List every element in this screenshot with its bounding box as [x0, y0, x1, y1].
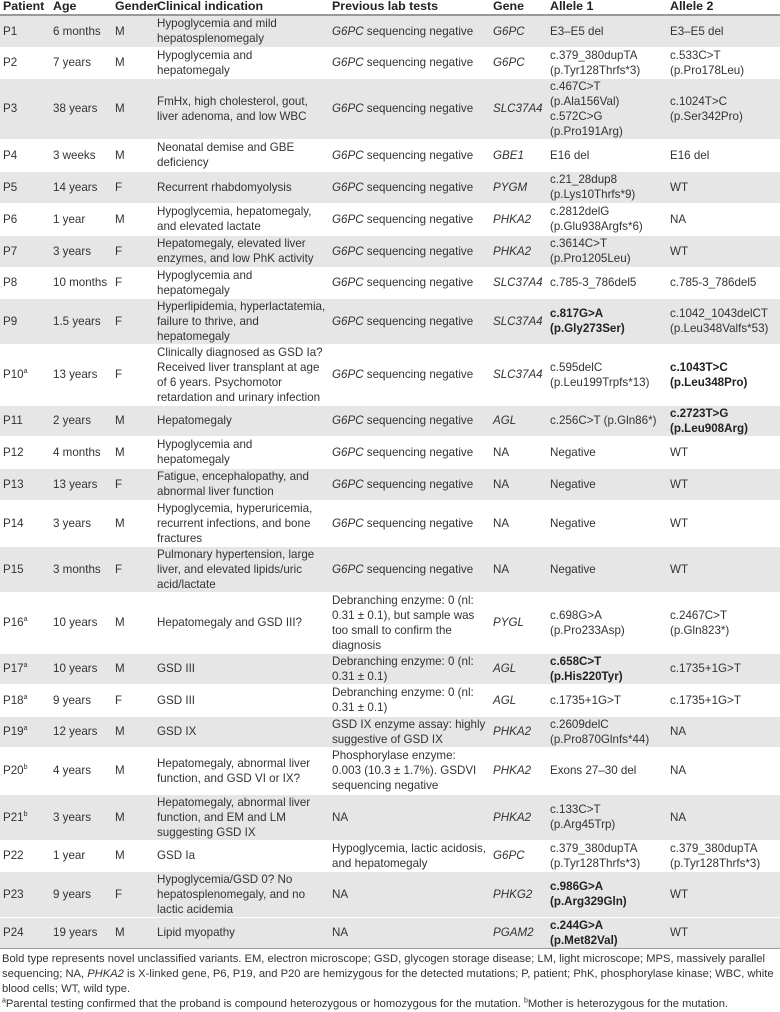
- cell-allele-2: NA: [667, 716, 780, 747]
- cell-clinical-indication: Hepatomegaly, elevated liver enzymes, and low PhK activity: [154, 235, 329, 267]
- superscript-notes: $^a$Parental testing confirmed that the proband is compound heterozygous or homozygous for the mutation. $^b$Mother is heterozygous for the mutation.: [2, 996, 729, 1010]
- cell-previous-lab-tests: G6PC sequencing negative: [329, 139, 490, 171]
- cell-age: 9 years: [50, 871, 112, 917]
- cell-gender: M: [112, 47, 154, 78]
- cell-gender: F: [112, 171, 154, 203]
- cell-previous-lab-tests: Hypoglycemia, lactic acidosis, and hepatomegaly: [329, 840, 490, 871]
- cell-allele-1: c.21_28dup8 (p.Lys10Thrfs*9): [547, 171, 667, 203]
- table-body: [0, 15, 780, 948]
- cell-gender: F: [112, 267, 154, 298]
- cell-gender: F: [112, 546, 154, 592]
- cell-clinical-indication: GSD IX: [154, 716, 329, 747]
- cell-gender: F: [112, 684, 154, 716]
- cell-allele-2: c.533C>T (p.Pro178Leu): [667, 47, 780, 78]
- cell-previous-lab-tests: G6PC sequencing negative: [329, 468, 490, 500]
- cell-allele-1: c.3614C>T (p.Pro1205Leu): [547, 235, 667, 267]
- cell-patient: P22: [0, 840, 50, 871]
- cell-previous-lab-tests: G6PC sequencing negative: [329, 15, 490, 47]
- cell-patient: P16$^a$: [0, 592, 50, 653]
- table-row: [0, 592, 780, 653]
- cell-gene: SLC37A4: [490, 78, 547, 139]
- table-row: [0, 794, 780, 840]
- cell-gender: M: [112, 15, 154, 47]
- cell-allele-1: c.467C>T (p.Ala156Val) c.572C>G (p.Pro191Arg): [547, 78, 667, 139]
- cell-patient: P3: [0, 78, 50, 139]
- cell-patient: P7: [0, 235, 50, 267]
- table-row: [0, 500, 780, 546]
- cell-previous-lab-tests: G6PC sequencing negative: [329, 436, 490, 468]
- cell-clinical-indication: Recurrent rhabdomyolysis: [154, 171, 329, 203]
- cell-previous-lab-tests: Debranching enzyme: 0 (nl: 0.31 ± 0.1): [329, 684, 490, 716]
- table-row: [0, 871, 780, 917]
- cell-age: 3 months: [50, 546, 112, 592]
- cell-gender: F: [112, 871, 154, 917]
- cell-age: 13 years: [50, 344, 112, 405]
- cell-gene: PYGL: [490, 592, 547, 653]
- cell-clinical-indication: Hypoglycemia, hepatomegaly, and elevated lactate: [154, 203, 329, 235]
- cell-age: 3 years: [50, 794, 112, 840]
- cell-age: 1.5 years: [50, 298, 112, 344]
- cell-allele-1: c.698G>A (p.Pro233Asp): [547, 592, 667, 653]
- cell-gene: G6PC: [490, 15, 547, 47]
- cell-gene: PHKG2: [490, 871, 547, 917]
- cell-allele-2: NA: [667, 794, 780, 840]
- cell-allele-2: WT: [667, 468, 780, 500]
- cell-patient: P5: [0, 171, 50, 203]
- cell-clinical-indication: GSD III: [154, 653, 329, 684]
- cell-allele-1: c.379_380dupTA (p.Tyr128Thrfs*3): [547, 840, 667, 871]
- table-footnote: [0, 949, 780, 1012]
- cell-clinical-indication: Hepatomegaly, abnormal liver function, and EM and LM suggesting GSD IX: [154, 794, 329, 840]
- cell-allele-1: c.595delC (p.Leu199Trpfs*13): [547, 344, 667, 405]
- table-row: [0, 139, 780, 171]
- cell-allele-1: c.817G>A (p.Gly273Ser): [547, 298, 667, 344]
- cell-previous-lab-tests: G6PC sequencing negative: [329, 78, 490, 139]
- cell-gender: M: [112, 139, 154, 171]
- cell-patient: P8: [0, 267, 50, 298]
- cell-allele-2: E16 del: [667, 139, 780, 171]
- header-allele-2: Allele 2: [667, 0, 780, 15]
- header-gene: Gene: [490, 0, 547, 15]
- cell-allele-1: c.379_380dupTA (p.Tyr128Thrfs*3): [547, 47, 667, 78]
- cell-gender: F: [112, 235, 154, 267]
- cell-patient: P17$^a$: [0, 653, 50, 684]
- cell-age: 4 years: [50, 747, 112, 794]
- cell-previous-lab-tests: G6PC sequencing negative: [329, 267, 490, 298]
- header-allele-1: Allele 1: [547, 0, 667, 15]
- table-row: [0, 203, 780, 235]
- cell-allele-1: c.658C>T (p.His220Tyr): [547, 653, 667, 684]
- table-row: [0, 840, 780, 871]
- table-row: [0, 747, 780, 794]
- cell-allele-1: c.785-3_786del5: [547, 267, 667, 298]
- cell-previous-lab-tests: G6PC sequencing negative: [329, 344, 490, 405]
- cell-patient: P18$^a$: [0, 684, 50, 716]
- cell-gene: PHKA2: [490, 747, 547, 794]
- cell-gene: NA: [490, 500, 547, 546]
- cell-gender: F: [112, 344, 154, 405]
- cell-age: 38 years: [50, 78, 112, 139]
- cell-gene: AGL: [490, 405, 547, 436]
- cell-gender: F: [112, 468, 154, 500]
- cell-previous-lab-tests: G6PC sequencing negative: [329, 500, 490, 546]
- cell-clinical-indication: Hepatomegaly, abnormal liver function, and GSD VI or IX?: [154, 747, 329, 794]
- cell-previous-lab-tests: NA: [329, 794, 490, 840]
- cell-gender: M: [112, 592, 154, 653]
- cell-gender: M: [112, 500, 154, 546]
- cell-previous-lab-tests: NA: [329, 871, 490, 917]
- cell-previous-lab-tests: G6PC sequencing negative: [329, 235, 490, 267]
- cell-patient: P20$^b$: [0, 747, 50, 794]
- cell-allele-1: Negative: [547, 546, 667, 592]
- cell-age: 3 years: [50, 235, 112, 267]
- cell-gender: M: [112, 794, 154, 840]
- cell-age: 10 months: [50, 267, 112, 298]
- cell-clinical-indication: Lipid myopathy: [154, 917, 329, 948]
- cell-allele-1: c.2812delG (p.Glu938Argfs*6): [547, 203, 667, 235]
- table-row: [0, 78, 780, 139]
- table-row: [0, 171, 780, 203]
- cell-allele-2: c.379_380dupTA (p.Tyr128Thrfs*3): [667, 840, 780, 871]
- cell-clinical-indication: Clinically diagnosed as GSD Ia? Received liver transplant at age of 6 years. Psychomotor retardation and urinary infection: [154, 344, 329, 405]
- cell-patient: P10$^a$: [0, 344, 50, 405]
- cell-allele-2: c.1735+1G>T: [667, 653, 780, 684]
- cell-allele-2: WT: [667, 917, 780, 948]
- cell-previous-lab-tests: G6PC sequencing negative: [329, 203, 490, 235]
- cell-gene: NA: [490, 436, 547, 468]
- cell-allele-1: E3–E5 del: [547, 15, 667, 47]
- cell-allele-2: NA: [667, 203, 780, 235]
- cell-allele-1: c.256C>T (p.Gln86*): [547, 405, 667, 436]
- cell-clinical-indication: Neonatal demise and GBE deficiency: [154, 139, 329, 171]
- cell-allele-2: c.785-3_786del5: [667, 267, 780, 298]
- cell-patient: P21$^b$: [0, 794, 50, 840]
- cell-patient: P2: [0, 47, 50, 78]
- cell-clinical-indication: Hypoglycemia, hyperuricemia, recurrent infections, and bone fractures: [154, 500, 329, 546]
- cell-clinical-indication: Hypoglycemia and hepatomegaly: [154, 47, 329, 78]
- cell-age: 12 years: [50, 716, 112, 747]
- table-row: [0, 267, 780, 298]
- table-row: [0, 917, 780, 948]
- cell-age: 10 years: [50, 592, 112, 653]
- header-gender: Gender: [112, 0, 154, 15]
- cell-allele-1: c.133C>T (p.Arg45Trp): [547, 794, 667, 840]
- cell-clinical-indication: GSD Ia: [154, 840, 329, 871]
- cell-clinical-indication: Hyperlipidemia, hyperlactatemia, failure to thrive, and hepatomegaly: [154, 298, 329, 344]
- cell-clinical-indication: Hypoglycemia and mild hepatosplenomegaly: [154, 15, 329, 47]
- cell-age: 3 years: [50, 500, 112, 546]
- cell-clinical-indication: Fatigue, encephalopathy, and abnormal liver function: [154, 468, 329, 500]
- cell-allele-2: WT: [667, 171, 780, 203]
- cell-previous-lab-tests: G6PC sequencing negative: [329, 47, 490, 78]
- cell-allele-2: c.1735+1G>T: [667, 684, 780, 716]
- cell-gender: M: [112, 917, 154, 948]
- table-row: [0, 684, 780, 716]
- cell-patient: P9: [0, 298, 50, 344]
- header-previous-lab-tests: Previous lab tests: [329, 0, 490, 15]
- cell-allele-1: c.1735+1G>T: [547, 684, 667, 716]
- cell-allele-2: E3–E5 del: [667, 15, 780, 47]
- cell-previous-lab-tests: G6PC sequencing negative: [329, 546, 490, 592]
- table-row: [0, 653, 780, 684]
- cell-allele-1: Negative: [547, 436, 667, 468]
- cell-age: 2 years: [50, 405, 112, 436]
- cell-previous-lab-tests: Debranching enzyme: 0 (nl: 0.31 ± 0.1), but sample was too small to confirm the diagnosis: [329, 592, 490, 653]
- cell-clinical-indication: Hypoglycemia and hepatomegaly: [154, 436, 329, 468]
- cell-clinical-indication: Hypoglycemia/GSD 0? No hepatosplenomegaly, and no lactic acidemia: [154, 871, 329, 917]
- header-clinical-indication: Clinical indication: [154, 0, 329, 15]
- cell-allele-1: E16 del: [547, 139, 667, 171]
- table-row: [0, 405, 780, 436]
- cell-gene: PHKA2: [490, 716, 547, 747]
- cell-age: 1 year: [50, 840, 112, 871]
- cell-patient: P12: [0, 436, 50, 468]
- cell-previous-lab-tests: GSD IX enzyme assay: highly suggestive of GSD IX: [329, 716, 490, 747]
- cell-patient: P1: [0, 15, 50, 47]
- cell-previous-lab-tests: NA: [329, 917, 490, 948]
- cell-previous-lab-tests: Debranching enzyme: 0 (nl: 0.31 ± 0.1): [329, 653, 490, 684]
- cell-allele-1: Exons 27–30 del: [547, 747, 667, 794]
- cell-gene: SLC37A4: [490, 267, 547, 298]
- cell-gene: AGL: [490, 653, 547, 684]
- table-row: [0, 546, 780, 592]
- cell-allele-2: c.1024T>C (p.Ser342Pro): [667, 78, 780, 139]
- cell-allele-2: c.1042_1043delCT (p.Leu348Valfs*53): [667, 298, 780, 344]
- cell-allele-2: NA: [667, 747, 780, 794]
- cell-allele-2: WT: [667, 436, 780, 468]
- table-row: [0, 436, 780, 468]
- cell-clinical-indication: Hepatomegaly: [154, 405, 329, 436]
- cell-age: 13 years: [50, 468, 112, 500]
- cell-patient: P15: [0, 546, 50, 592]
- cell-gene: GBE1: [490, 139, 547, 171]
- cell-gender: M: [112, 78, 154, 139]
- cell-age: 7 years: [50, 47, 112, 78]
- cell-gene: SLC37A4: [490, 344, 547, 405]
- cell-age: 1 year: [50, 203, 112, 235]
- cell-gene: PHKA2: [490, 794, 547, 840]
- cell-gender: M: [112, 840, 154, 871]
- cell-patient: P13: [0, 468, 50, 500]
- cell-patient: P14: [0, 500, 50, 546]
- cell-allele-2: WT: [667, 546, 780, 592]
- table-row: [0, 47, 780, 78]
- header-age: Age: [50, 0, 112, 15]
- cell-gender: M: [112, 436, 154, 468]
- cell-gender: M: [112, 405, 154, 436]
- cell-allele-1: c.2609delC (p.Pro870Glnfs*44): [547, 716, 667, 747]
- cell-patient: P6: [0, 203, 50, 235]
- cell-gene: SLC37A4: [490, 298, 547, 344]
- cell-clinical-indication: Hepatomegaly and GSD III?: [154, 592, 329, 653]
- cell-allele-1: c.244G>A (p.Met82Val): [547, 917, 667, 948]
- cell-patient: P24: [0, 917, 50, 948]
- cell-allele-2: c.1043T>C (p.Leu348Pro): [667, 344, 780, 405]
- cell-age: 14 years: [50, 171, 112, 203]
- cell-clinical-indication: Pulmonary hypertension, large liver, and elevated lipids/uric acid/lactate: [154, 546, 329, 592]
- cell-age: 4 months: [50, 436, 112, 468]
- cell-age: 10 years: [50, 653, 112, 684]
- cell-gender: M: [112, 203, 154, 235]
- cell-allele-2: WT: [667, 500, 780, 546]
- cell-gender: M: [112, 653, 154, 684]
- cell-clinical-indication: Hypoglycemia and hepatomegaly: [154, 267, 329, 298]
- cell-allele-1: Negative: [547, 468, 667, 500]
- cell-gene: G6PC: [490, 47, 547, 78]
- cell-allele-2: c.2467C>T (p.Gln823*): [667, 592, 780, 653]
- table-row: [0, 468, 780, 500]
- cell-allele-1: c.986G>A (p.Arg329Gln): [547, 871, 667, 917]
- cell-allele-1: Negative: [547, 500, 667, 546]
- cell-gene: AGL: [490, 684, 547, 716]
- cell-gender: F: [112, 298, 154, 344]
- abbreviations-note: Bold type represents novel unclassified variants. EM, electron microscope; GSD, glycogen storage disease; LM, light microscope; MPS, massively parallel sequencing; NA, PHKA2 is X-linked gene, P6, P19, and P20 are hemizygous for the detected mutations; P, patient; PhK, phosphorylase kinase; WBC, white blood cells; WT, wild type.: [2, 952, 774, 995]
- cell-patient: P4: [0, 139, 50, 171]
- cell-patient: P19$^a$: [0, 716, 50, 747]
- cell-clinical-indication: GSD III: [154, 684, 329, 716]
- cell-gene: NA: [490, 546, 547, 592]
- table-row: [0, 344, 780, 405]
- cell-clinical-indication: FmHx, high cholesterol, gout, liver adenoma, and low WBC: [154, 78, 329, 139]
- cell-gene: PHKA2: [490, 203, 547, 235]
- cell-previous-lab-tests: G6PC sequencing negative: [329, 405, 490, 436]
- cell-gene: PYGM: [490, 171, 547, 203]
- cell-previous-lab-tests: Phosphorylase enzyme: 0.003 (10.3 ± 1.7%). GSDVI sequencing negative: [329, 747, 490, 794]
- table-row: [0, 235, 780, 267]
- cell-gene: PGAM2: [490, 917, 547, 948]
- cell-gender: M: [112, 716, 154, 747]
- table-row: [0, 716, 780, 747]
- cell-allele-2: WT: [667, 871, 780, 917]
- table-row: [0, 298, 780, 344]
- table-row: [0, 15, 780, 47]
- cell-patient: P11: [0, 405, 50, 436]
- cell-gender: M: [112, 747, 154, 794]
- table-header-row: [0, 0, 780, 15]
- cell-age: 19 years: [50, 917, 112, 948]
- header-patient: Patient: [0, 0, 50, 15]
- cell-allele-2: c.2723T>G (p.Leu908Arg): [667, 405, 780, 436]
- cell-gene: PHKA2: [490, 235, 547, 267]
- cell-gene: NA: [490, 468, 547, 500]
- cell-previous-lab-tests: G6PC sequencing negative: [329, 298, 490, 344]
- cell-previous-lab-tests: G6PC sequencing negative: [329, 171, 490, 203]
- cell-age: 3 weeks: [50, 139, 112, 171]
- cell-gene: G6PC: [490, 840, 547, 871]
- cell-age: 9 years: [50, 684, 112, 716]
- cell-age: 6 months: [50, 15, 112, 47]
- cell-patient: P23: [0, 871, 50, 917]
- cell-allele-2: WT: [667, 235, 780, 267]
